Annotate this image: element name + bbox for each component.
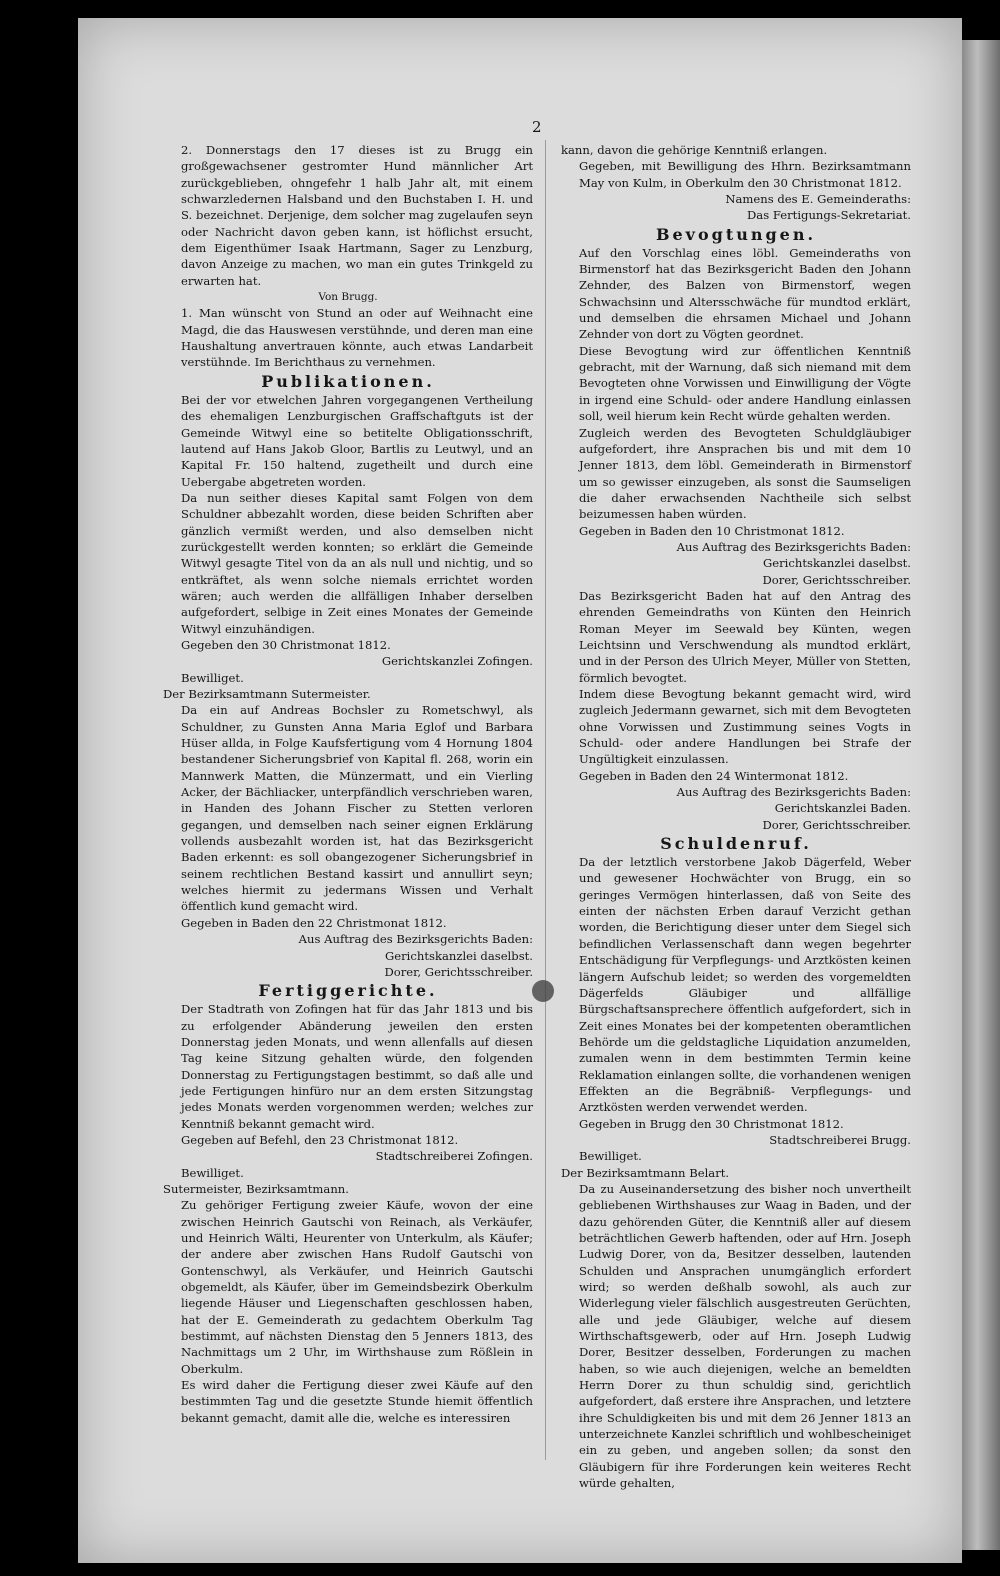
publication-paragraph: Das Bezirksgericht Baden hat auf den Antrag des ehrenden Gemeindraths von Künten den Heinrich Roman Meyer im Seewald bey Künten, wegen Leichtsinn und Verschwendung als mundtod erklärt, und in der Person des Ulrich Meyer, Müller von Stetten, förmlich bevogtet. [579, 588, 911, 685]
signature-line: Gerichtskanzlei daselbst. [385, 948, 533, 963]
publication-paragraph: Auf den Vorschlag eines löbl. Gemeinderaths von Birmenstorf hat das Bezirksgericht Baden den Johann Zehnder, des Balzen von Birmenstorf, wegen Schwachsinn und Altersschwäche für mundtod erklärt, und demselben die ehrsamen Michael und Johann Zehnder von dort zu Vögten geordnet. [579, 245, 911, 342]
approval-line: Bewilliget. [579, 1149, 642, 1164]
signature-line: Gerichtskanzlei Zofingen. [381, 654, 533, 669]
ink-stain [532, 980, 554, 1002]
publication-paragraph: Es wird daher die Fertigung dieser zwei Käufe auf den bestimmten Tag und die gesetzte Stunde hiemit öffentlich bekannt gemacht, damit alle die, welche es interessiren [181, 1378, 533, 1425]
continued-paragraph: kann, davon die gehörige Kenntniß erlangen. [561, 143, 828, 157]
signature-line: Gerichtskanzlei daselbst. [763, 556, 911, 571]
left-column [163, 142, 533, 1426]
publication-paragraph: Da nun seither dieses Kapital samt Folgen von dem Schuldner abbezahlt worden, diese beiden Schriften aber gänzlich vermißt werden, und also demselben nicht zurückgestellt werden konnten; so erklärt die Gemeinde Witwyl gesagte Titel von da an als null und nichtig, und so entkräftet, als wenn solche niemals errichtet worden wären; auch werden die allfälligen Inhaber derselben aufgefordert, selbige in Zeit eines Monates der Gemeinde Witwyl einzuhändigen. [181, 490, 533, 636]
publication-paragraph: Da der letztlich verstorbene Jakob Dägerfeld, Weber und gewesener Hochwächter von Brugg, ein so geringes Vermögen hinterlassen, daß von Seite des einten der nächsten Erben darauf Verzicht gethan worden, die Berichtigung dieser unter dem Siegel sich befindlichen Verlassenschaft dann wegen begehrter Entschädigung für Verpflegungs- und Arztkösten keinen längern Aufschub leidet; so werden des vorgemeldten Dägerfelds Gläubiger und allfällige Bürgschaftsansprechere öffentlich aufgefordert, sich in Zeit eines Monates bei der kompetenten oberamtlichen Behörde um die geldstagliche Liquidation anzumelden, zumalen wenn in dem bestimmten Termin keine Reklamation einlangen sollte, die vorhandenen wenigen Effekten an die Begräbniß- Verpflegungs- und Arztkösten werden verwendet werden. [579, 855, 911, 1115]
date-line: Gegeben auf Befehl, den 23 Christmonat 1812. [181, 1132, 459, 1147]
date-line: Gegeben in Brugg den 30 Christmonat 1812. [579, 1116, 844, 1131]
right-column [561, 142, 911, 1492]
approval-line: Bewilliget. [181, 1165, 244, 1180]
signature-line: Gerichtskanzlei Baden. [774, 801, 911, 816]
section-heading-publikationen: Publikationen. [261, 371, 435, 391]
date-line: Gegeben den 30 Christmonat 1812. [181, 637, 391, 652]
column-divider [545, 140, 546, 1460]
notice-maid: 1. Man wünscht von Stund an oder auf Weihnacht eine Magd, die das Hauswesen verstühnde, und deren man eine Haushaltung anvertrauen könnte, auch etwas Landarbeit verstühnde. Im Berichthaus zu vernehmen. [181, 306, 533, 370]
notice-origin: Von Brugg. [318, 291, 378, 304]
official-line: Der Bezirksamtmann Sutermeister. [163, 687, 371, 701]
signature-line: Dorer, Gerichtsschreiber. [762, 572, 911, 587]
date-line: Gegeben in Baden den 10 Christmonat 1812. [579, 523, 845, 538]
signature-line: Aus Auftrag des Bezirksgerichts Baden: [676, 785, 911, 800]
publication-paragraph: Da ein auf Andreas Bochsler zu Rometschwyl, als Schuldner, zu Gunsten Anna Maria Eglof und Barbara Hüser allda, in Folge Kaufsfertigung vom 4 Hornung 1804 bestandener Sicherungsbrief von Kapital fl. 268, worin ein Mannwerk Matten, die Münzermatt, und ein Vierling Acker, der Bächliacker, unterpfändlich verschrieben waren, in Handen des Johann Fischer zu Stetten verloren gegangen, und demselben nach seiner eignen Erklärung vollends ausbezahlt worden ist, hat das Bezirksgericht Baden erkennt: es soll obangezogener Sicherungsbrief in seinem rechtlichen Bestand kassirt und annullirt seyn; welches hiermit zu jedermans Wissen und Verhalt öffentlich kund gemacht wird. [181, 703, 533, 914]
date-line: Gegeben in Baden den 24 Wintermonat 1812. [579, 768, 849, 783]
page-number: 2 [532, 118, 542, 136]
publication-paragraph: Indem diese Bevogtung bekannt gemacht wird, wird zugleich Jedermann gewarnet, sich mit dem Bevogteten ohne Vorwissen und Zustimmung seines Vogts in Schuld- oder andere Handlungen bei Strafe der Ungültigkeit einzulassen. [579, 687, 911, 767]
section-heading-fertiggerichte: Fertiggerichte. [258, 981, 438, 1001]
section-heading-schuldenruf: Schuldenruf. [660, 834, 812, 854]
publication-paragraph: Diese Bevogtung wird zur öffentlichen Kenntniß gebracht, mit der Warnung, daß sich niemand mit dem Bevogteten ohne Vorwissen und Einwilligung der Vögte in irgend eine Schuld- oder andere Handlung einlassen soll, weil hierum kein Recht würde gehalten werden. [579, 343, 911, 424]
signature-line: Dorer, Gerichtsschreiber. [762, 817, 911, 832]
signature-line: Aus Auftrag des Bezirksgerichts Baden: [676, 539, 911, 554]
publication-paragraph: Zu gehöriger Fertigung zweier Käufe, wovon der eine zwischen Heinrich Gautschi von Reinach, als Verkäufer, und Heinrich Wälti, Heurenter von Unterkulm, als Käufer; der andere aber zwischen Hans Rudolf Gautschi von Gontenschwyl, als Verkäufer, und Heinrich Gautschi obgemeldt, als Käufer, über im Gemeindsbezirk Oberkulm liegende Häuser und Liegenschaften geschlossen haben, hat der E. Gemeinderath zu gedachtem Oberkulm Tag bestimmt, auf nächsten Dienstag den 5 Jenners 1813, des Nachmittags um 2 Uhr, im Wirthshause zum Rößlein in Oberkulm. [181, 1198, 533, 1376]
signature-line: Stadtschreiberei Zofingen. [375, 1149, 533, 1164]
date-line: Gegeben in Baden den 22 Christmonat 1812. [181, 915, 447, 930]
date-line: Gegeben, mit Bewilligung des Hhrn. Bezirksamtmann May von Kulm, in Oberkulm den 30 Christmonat 1812. [579, 159, 911, 190]
publication-paragraph: Bei der vor etwelchen Jahren vorgegangenen Vertheilung des ehemaligen Lenzburgischen Graffschaftguts ist der Gemeinde Witwyl eine so betitelte Obligationsschrift, lautend auf Hans Jakob Gloor, Bartlis zu Leutwyl, und an Kapital Fr. 150 haltend, zugetheilt und durch eine Uebergabe abgetreten worden. [181, 392, 533, 489]
publication-paragraph: Zugleich werden des Bevogteten Schuldgläubiger aufgefordert, ihre Ansprachen bis und mit dem 10 Jenner 1813, dem löbl. Gemeinderath in Birmenstorf um so gewisser einzugeben, als sonst die Saumseligen die daher erwachsenden Nachtheile sich selbst beizumessen haben würden. [579, 425, 911, 522]
signature-line: Dorer, Gerichtsschreiber. [384, 964, 533, 979]
signature-line: Aus Auftrag des Bezirksgerichts Baden: [298, 932, 533, 947]
signature-line: Das Fertigungs-Sekretariat. [747, 208, 911, 223]
notice-lost-dog: 2. Donnerstags den 17 dieses ist zu Brugg ein großgewachsener gestromter Hund männlicher Art zurückgeblieben, ohngefehr 1 halb Jahr alt, mit einem schwarzledernen Halsband und den Buchstaben I. H. und S. bezeichnet. Derjenige, dem solcher mag zugelaufen seyn oder Nachricht davon geben kann, ist höflichst ersucht, dem Eigenthümer Isaak Hartmann, Sager zu Lenzburg, davon Anzeige zu machen, wo man ein gutes Trinkgeld zu erwarten hat. [181, 143, 533, 288]
publication-paragraph: Der Stadtrath von Zofingen hat für das Jahr 1813 und bis zu erfolgender Abänderung jeweilen den ersten Donnerstag jeden Monats, und wenn allenfalls auf diesen Tag keine Sitzung gehalten würde, den folgenden Donnerstag zu Fertigungstagen bestimmt, so daß alle und jede Fertigungen hinfüro nur an dem ersten Sitzungstag jedes Monats werden vorgenommen werden; welches zur Kenntniß bekannt gemacht wird. [181, 1002, 533, 1131]
publication-paragraph: Da zu Auseinandersetzung des bisher noch unvertheilt gebliebenen Wirthshauses zur Waag in Baden, und der dazu gehörenden Güter, die Kenntniß aller auf diesem beträchtlichen Gewerb haftenden, oder auf Hrn. Joseph Ludwig Dorer, von da, Besitzer desselben, lautenden Schulden und Ansprachen unumgänglich erfordert wird; so werden deßhalb sowohl, als auch zur Widerlegung vieler fälschlich ausgestreuten Gerüchten, alle und jede Gläubiger, welche auf diesem Wirthschaftsgewerb, oder auf Hrn. Joseph Ludwig Dorer, Besitzer desselben, Forderungen zu machen haben, so wie auch diejenigen, welche an bemeldten Herrn Dorer zu thun schuldig sind, gerichtlich aufgefordert, daß erstere ihre Ansprachen, und letztere ihre Schuldigkeiten bis und mit dem 26 Jenner 1813 an unterzeichnete Kanzlei schriftlich und wohlbescheiniget ein zu geben, und angeben sollen; da sonst den Gläubigern für ihre Forderungen kein weiteres Recht würde gehalten, [579, 1181, 911, 1491]
approval-line: Bewilliget. [181, 670, 244, 685]
signature-line: Namens des E. Gemeinderaths: [725, 192, 911, 207]
official-line: Sutermeister, Bezirksamtmann. [163, 1181, 349, 1196]
adjacent-page-edge [962, 40, 1000, 1550]
official-line: Der Bezirksamtmann Belart. [561, 1165, 730, 1180]
signature-line: Stadtschreiberei Brugg. [769, 1132, 911, 1147]
section-heading-bevogtungen: Bevogtungen. [655, 224, 817, 244]
